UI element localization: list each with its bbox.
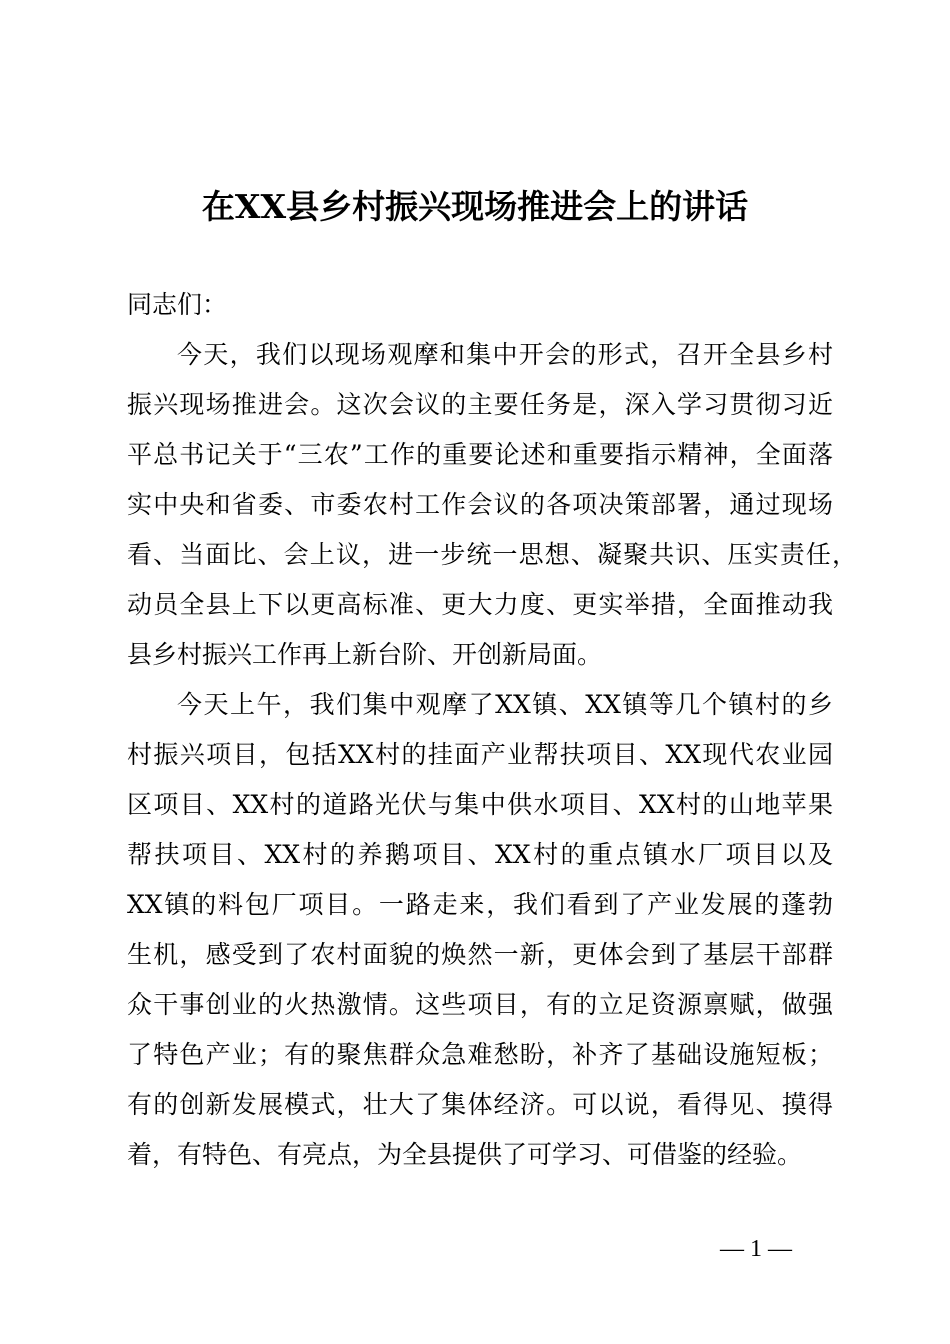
text-line: 实中央和省委、市委农村工作会议的各项决策部署，通过现场 — [127, 490, 833, 519]
text-line: 有的创新发展模式，壮大了集体经济。可以说，看得见、摸得 — [127, 1090, 833, 1119]
text-line: 生机，感受到了农村面貌的焕然一新，更体会到了基层干部群 — [127, 940, 833, 969]
document-title: 在XX县乡村振兴现场推进会上的讲话 — [201, 187, 749, 226]
salutation: 同志们： — [127, 290, 228, 319]
text-line: 着，有特色、有亮点，为全县提供了可学习、可借鉴的经验。 — [127, 1140, 803, 1169]
paragraph — [127, 680, 833, 1180]
text-line: 县乡村振兴工作再上新台阶、开创新局面。 — [127, 640, 603, 669]
text-line: 了特色产业；有的聚焦群众急难愁盼，补齐了基础设施短板； — [127, 1040, 833, 1069]
text-line: 帮扶项目、XX村的养鹅项目、XX村的重点镇水厂项目以及 — [127, 840, 833, 869]
text-line: 今天，我们以现场观摩和集中开会的形式，召开全县乡村 — [177, 340, 833, 369]
text-line: 看、当面比、会上议，进一步统一思想、凝聚共识、压实责任， — [127, 540, 857, 569]
text-line: 今天上午，我们集中观摩了XX镇、XX镇等几个镇村的乡 — [177, 690, 833, 719]
text-line: 振兴现场推进会。这次会议的主要任务是，深入学习贯彻习近 — [127, 390, 833, 419]
text-line: 平总书记关于“三农”工作的重要论述和重要指示精神，全面落 — [127, 440, 833, 469]
text-line: 众干事创业的火热激情。这些项目，有的立足资源禀赋，做强 — [127, 990, 833, 1019]
text-line: 动员全县上下以更高标准、更大力度、更实举措，全面推动我 — [127, 590, 833, 619]
paragraph — [127, 330, 857, 680]
page-number: — 1 — — [720, 1236, 792, 1262]
text-line: XX镇的料包厂项目。一路走来，我们看到了产业发展的蓬勃 — [127, 890, 833, 919]
text-line: 区项目、XX村的道路光伏与集中供水项目、XX村的山地苹果 — [127, 790, 833, 819]
document-body — [127, 280, 857, 1180]
text-line: 村振兴项目，包括XX村的挂面产业帮扶项目、XX现代农业园 — [127, 740, 833, 769]
